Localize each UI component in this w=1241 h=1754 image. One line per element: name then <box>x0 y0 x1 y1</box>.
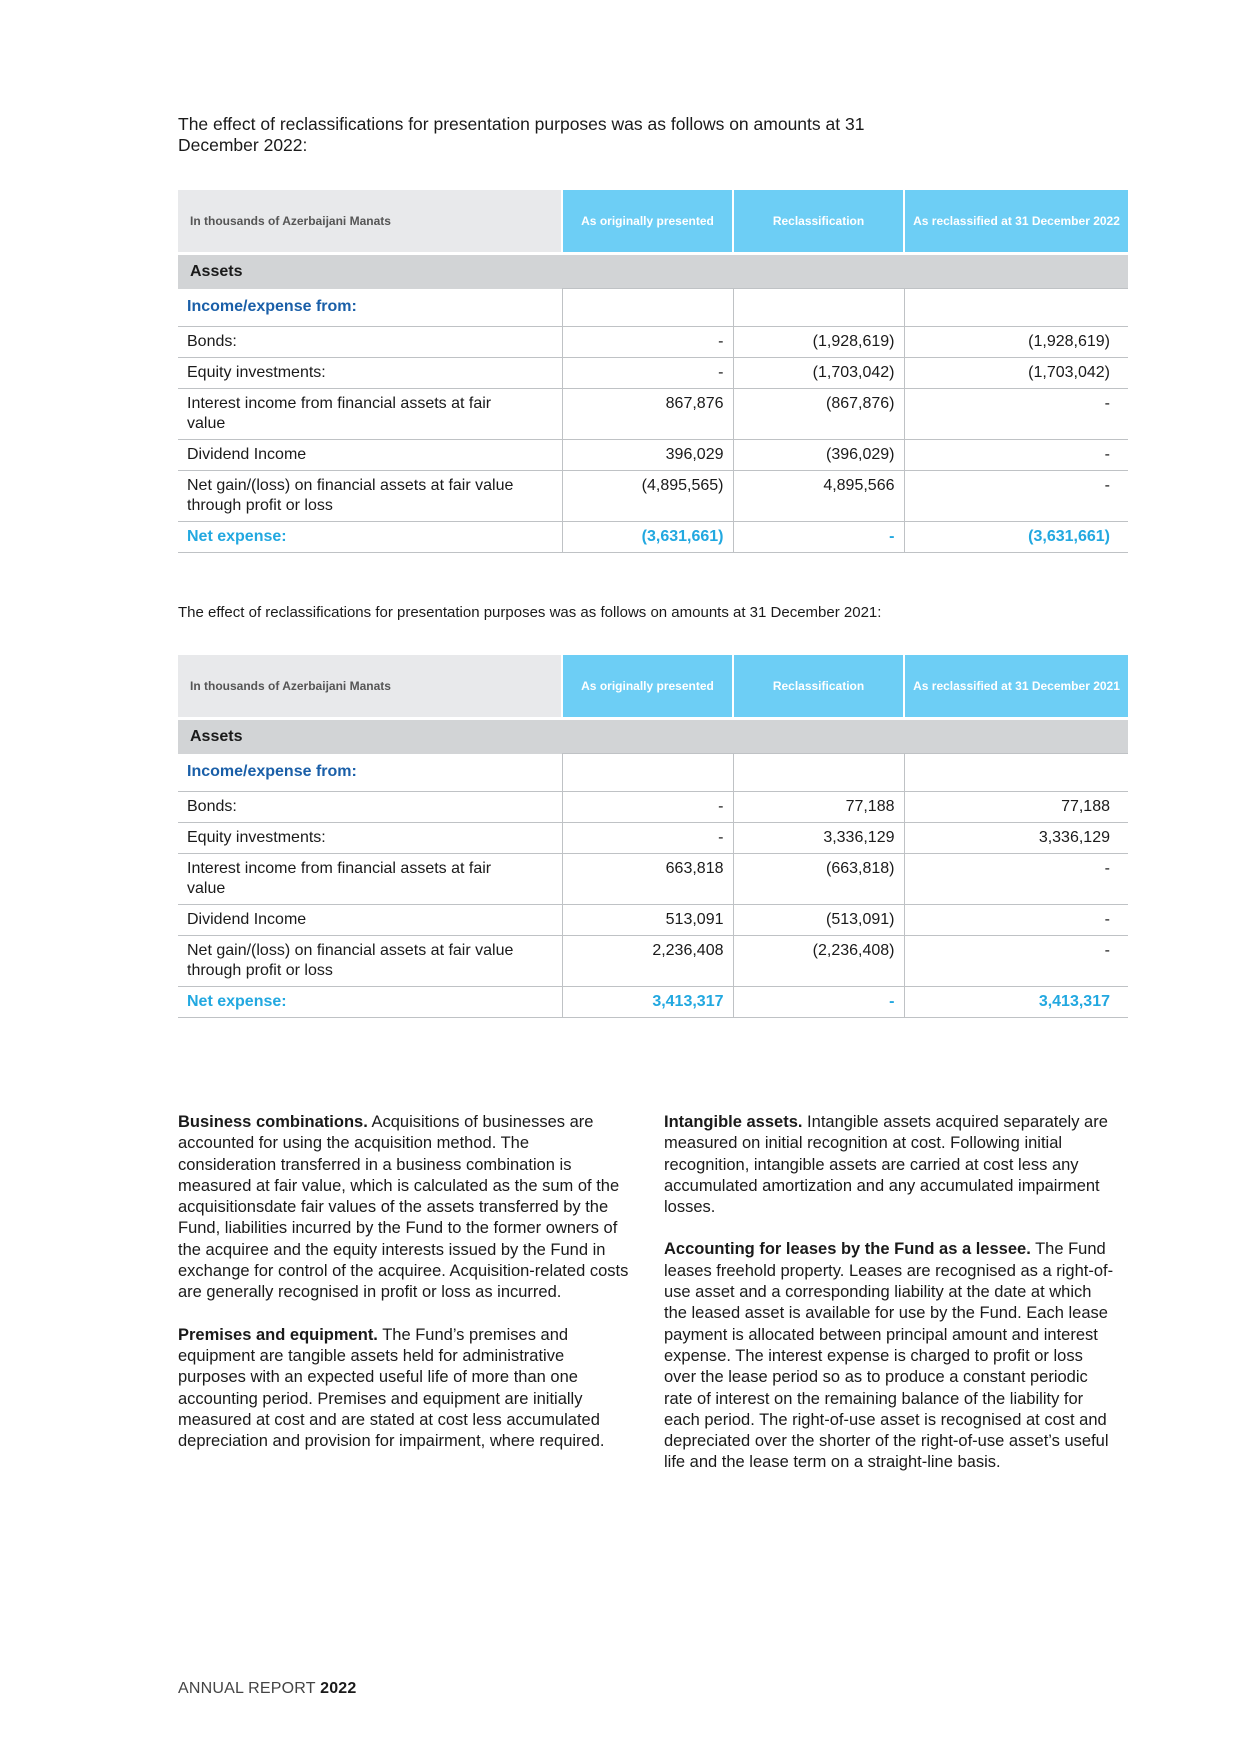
value-original: 2,236,408 <box>562 936 733 987</box>
col-header-reclassification: Reclassification <box>733 190 904 252</box>
value-original: 663,818 <box>562 854 733 905</box>
col-header-original: As originally presented <box>562 190 733 252</box>
table-intro: The effect of reclassifications for presentation purposes was as follows on amounts at 31 December 2021: <box>178 604 882 621</box>
table-row <box>178 936 1128 987</box>
value-original: (4,895,565) <box>562 471 733 522</box>
value-reclassification: 3,336,129 <box>733 823 904 854</box>
policy-leases <box>664 1239 1116 1473</box>
policy-intangible-assets <box>664 1112 1116 1218</box>
value-reclassification: (867,876) <box>733 389 904 440</box>
value-reclassified: 77,188 <box>904 792 1128 823</box>
table-row <box>178 854 1128 905</box>
policy-business-combinations <box>178 1112 630 1304</box>
value-original: - <box>562 327 733 358</box>
value-reclassification: (663,818) <box>733 854 904 905</box>
row-label: Interest income from financial assets at fair value <box>178 389 562 440</box>
row-label: Dividend Income <box>178 905 562 936</box>
footer-label: ANNUAL REPORT <box>178 1680 316 1697</box>
table-row <box>178 358 1128 389</box>
row-label: Equity investments: <box>178 823 562 854</box>
total-row <box>178 522 1128 553</box>
col-header-reclassified: As reclassified at 31 December 2021 <box>904 655 1128 717</box>
value-reclassification: (396,029) <box>733 440 904 471</box>
table-header-row <box>178 190 1128 252</box>
total-reclassified: 3,413,317 <box>904 987 1128 1018</box>
value-reclassified: (1,928,619) <box>904 327 1128 358</box>
policy-body: Intangible assets acquired separately are measured on initial recognition at cost. Following initial recognition, intangible assets are carried at cost less any accumulated amortization and any accumulated impairment losses. <box>664 1113 1108 1217</box>
value-reclassified: - <box>904 471 1128 522</box>
value-reclassified: - <box>904 936 1128 987</box>
value-reclassification: 4,895,566 <box>733 471 904 522</box>
table-row <box>178 440 1128 471</box>
section-row <box>178 255 1128 289</box>
section-label: Assets <box>178 720 1128 754</box>
section-label: Assets <box>178 255 1128 289</box>
value-original: - <box>562 792 733 823</box>
value-reclassified: - <box>904 854 1128 905</box>
reclassification-table-2022 <box>178 190 1128 553</box>
value-reclassified: (1,703,042) <box>904 358 1128 389</box>
value-original: - <box>562 823 733 854</box>
row-label: Equity investments: <box>178 358 562 389</box>
table-row <box>178 327 1128 358</box>
footer-year: 2022 <box>320 1680 357 1697</box>
policy-heading: Premises and equipment. <box>178 1325 378 1344</box>
table-row <box>178 389 1128 440</box>
table-intro: The effect of reclassifications for presentation purposes was as follows on amounts at 31 December 2022: <box>178 114 865 155</box>
table-row <box>178 823 1128 854</box>
total-row <box>178 987 1128 1018</box>
col-header-reclassified: As reclassified at 31 December 2022 <box>904 190 1128 252</box>
subheading-row <box>178 754 1128 792</box>
policy-body: The Fund leases freehold property. Leases are recognised as a right-of-use asset and a corresponding liability at the date at which the leased asset is available for use by the Fund. Each lease payment is allocated between principal amount and interest expense. The interest expense is charged to profit or loss over the lease period so as to produce a constant periodic rate of interest on the remaining balance of the liability for each period. The right-of-use asset is recognised at cost and depreciated over the shorter of the right-of-use asset’s useful life and the lease term on a straight-line basis. <box>664 1240 1114 1472</box>
table-header-row <box>178 655 1128 717</box>
value-reclassification: (1,928,619) <box>733 327 904 358</box>
policy-body: The Fund’s premises and equipment are tangible assets held for administrative purposes with an expected useful life of more than one accounting period. Premises and equipment are initially measured at cost and are stated at cost less accumulated depreciation and provision for impairment, where required. <box>178 1325 605 1451</box>
value-reclassified: - <box>904 905 1128 936</box>
row-label: Interest income from financial assets at fair value <box>178 854 562 905</box>
total-original: 3,413,317 <box>562 987 733 1018</box>
row-label: Net gain/(loss) on financial assets at fair value through profit or loss <box>178 936 562 987</box>
value-original: 513,091 <box>562 905 733 936</box>
total-reclassification: - <box>733 522 904 553</box>
value-reclassification: (2,236,408) <box>733 936 904 987</box>
subheading-label: Income/expense from: <box>178 754 562 792</box>
policy-column-left <box>178 1112 630 1473</box>
policy-heading: Intangible assets. <box>664 1113 803 1131</box>
col-header-reclassification: Reclassification <box>733 655 904 717</box>
value-reclassification: 77,188 <box>733 792 904 823</box>
row-label: Net gain/(loss) on financial assets at fair value through profit or loss <box>178 471 562 522</box>
total-reclassification: - <box>733 987 904 1018</box>
value-original: 867,876 <box>562 389 733 440</box>
value-reclassification: (513,091) <box>733 905 904 936</box>
value-original: - <box>562 358 733 389</box>
row-label: Bonds: <box>178 792 562 823</box>
total-label: Net expense: <box>178 522 562 553</box>
total-reclassified: (3,631,661) <box>904 522 1128 553</box>
row-label: Dividend Income <box>178 440 562 471</box>
col-header-original: As originally presented <box>562 655 733 717</box>
value-original: 396,029 <box>562 440 733 471</box>
units-header: In thousands of Azerbaijani Manats <box>178 190 562 252</box>
page-footer <box>178 1680 357 1698</box>
value-reclassified: - <box>904 440 1128 471</box>
value-reclassified: - <box>904 389 1128 440</box>
subheading-row <box>178 289 1128 327</box>
value-reclassification: (1,703,042) <box>733 358 904 389</box>
total-label: Net expense: <box>178 987 562 1018</box>
subheading-label: Income/expense from: <box>178 289 562 327</box>
section-row <box>178 720 1128 754</box>
policy-body: Acquisitions of businesses are accounted for using the acquisition method. The consideration transferred in a business combination is measured at fair value, which is calculated as the sum of the acquisitionsdate fair values of the assets transferred by the Fund, liabilities incurred by the Fund to the former owners of the acquiree and the equity interests issued by the Fund in exchange for control of the acquiree. Acquisition-related costs are generally recognised in profit or loss as incurred. <box>178 1113 629 1302</box>
value-reclassified: 3,336,129 <box>904 823 1128 854</box>
units-header: In thousands of Azerbaijani Manats <box>178 655 562 717</box>
policy-heading: Business combinations. <box>178 1113 368 1131</box>
table-row <box>178 471 1128 522</box>
policy-premises-equipment <box>178 1325 630 1453</box>
policy-column-right <box>664 1112 1116 1495</box>
reclassification-table-2021 <box>178 655 1128 1018</box>
row-label: Bonds: <box>178 327 562 358</box>
policy-heading: Accounting for leases by the Fund as a lessee. <box>664 1240 1031 1259</box>
table-row <box>178 905 1128 936</box>
total-original: (3,631,661) <box>562 522 733 553</box>
table-row <box>178 792 1128 823</box>
